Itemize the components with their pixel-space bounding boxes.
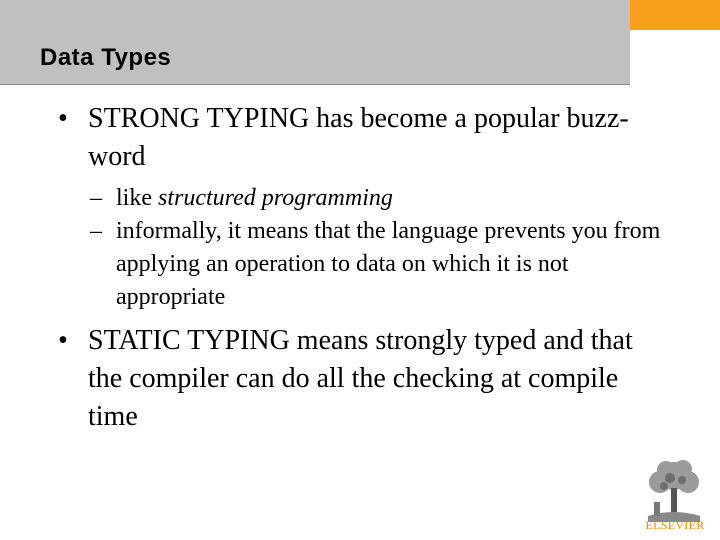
elsevier-logo-text: ELSEVIER bbox=[645, 518, 705, 532]
bullet-marker: • bbox=[58, 325, 68, 356]
sub-marker: – bbox=[90, 185, 102, 211]
sub-bullet-2-text: informally, it means that the language prevents you from applying an operation to data on which it is not appropriate bbox=[116, 218, 661, 310]
bullet-1-text: STRONG TYPING has become a popular buzz-word bbox=[88, 103, 629, 172]
slide-body bbox=[0, 100, 690, 436]
bullet-2-text: STATIC TYPING means strongly typed and that the compiler can do all the checking at compile time bbox=[88, 325, 633, 432]
tree-icon bbox=[640, 456, 708, 524]
sub-bullet-1 bbox=[90, 182, 676, 215]
sub-marker: – bbox=[90, 218, 102, 244]
sub-bullet-2 bbox=[90, 215, 676, 314]
sub-bullet-1-prefix: like bbox=[116, 185, 158, 211]
bullet-2 bbox=[58, 322, 668, 436]
bullet-1-subs bbox=[0, 182, 690, 314]
accent-block bbox=[630, 0, 720, 30]
slide-title: Data Types bbox=[40, 44, 172, 71]
sub-bullet-1-emphasis: structured programming bbox=[158, 185, 393, 211]
title-bar bbox=[0, 0, 630, 85]
bullet-1 bbox=[58, 100, 668, 176]
bullet-marker: • bbox=[58, 103, 68, 134]
